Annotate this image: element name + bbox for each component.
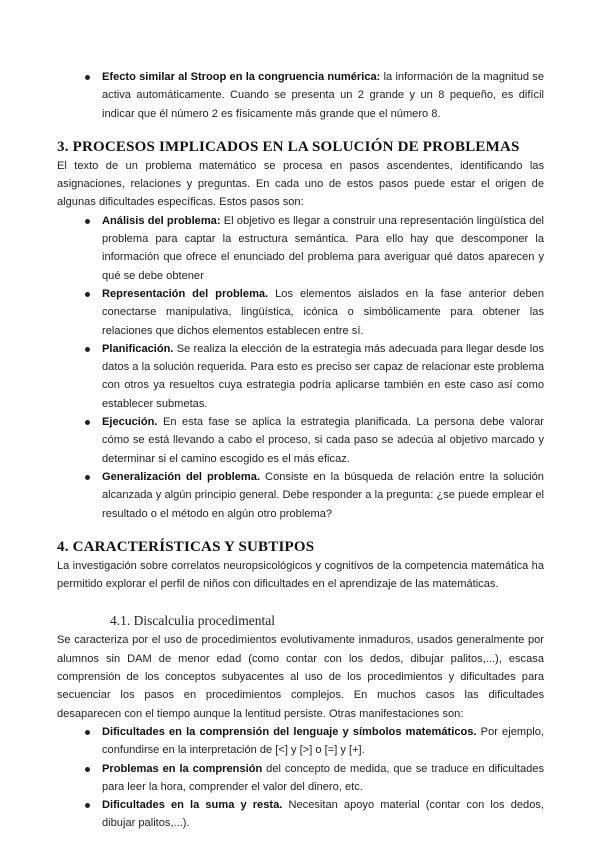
section-3-intro: El texto de un problema matemático se procesa en pasos ascendentes, identificando las asignaciones, relaciones y preguntas. En cada uno de estos pasos puede estar el origen de algunas dificultades específicas. Estos pasos son: xyxy=(57,159,544,209)
list-item: Planificación. Se realiza la elección de la estrategia más adecuada para llegar desde los datos a la solución requerida. Para esto es preciso ser capaz de relacionar este problema con otros ya resueltos cuya estrategia podría aplicarse también en este caso así como establecer submetas. xyxy=(57,340,544,413)
bullet-icon xyxy=(85,292,90,297)
list-item: Análisis del problema: El objetivo es llegar a construir una representación lingüística del problema para captar la estructura semántica. Para ello hay que descomponer la información que ofrece el enunciado del problema para averiguar qué datos aparecen y qué se debe obtener xyxy=(57,212,544,285)
section-3-body xyxy=(57,157,544,523)
bullet-icon xyxy=(85,767,90,772)
list-item: Dificultades en la comprensión del lenguaje y símbolos matemáticos. Por ejemplo, confundirse en la interpretación de [<] y [>] o [=] y [+]. xyxy=(57,723,544,760)
bullet-icon xyxy=(85,347,90,352)
section-3-bullet-list xyxy=(57,212,544,523)
list-item: Efecto similar al Stroop en la congruencia numérica: la información de la magnitud se activa automáticamente. Cuando se presenta un 2 grande y un 8 pequeño, es difícil indicar que él número 2 es físicamente más grande que el número 8. xyxy=(57,68,544,123)
subsection-4-1-heading: 4.1. Discalculia procedimental xyxy=(110,613,275,629)
list-item: Dificultades en la suma y resta. Necesitan apoyo material (contar con los dedos, dibujar palitos,...). xyxy=(57,796,544,833)
list-item: Ejecución. En esta fase se aplica la estrategia planificada. La persona debe valorar cómo se está llevando a cabo el proceso, si cada paso se adecúa al objetivo marcado y determinar si el camino escogido es el más eficaz. xyxy=(57,413,544,468)
subsection-4-1-bullet-list xyxy=(57,723,544,833)
section-4-intro: La investigación sobre correlatos neuropsicológicos y cognitivos de la competencia matemática ha permitido explorar el perfil de niños con dificultades en el aprendizaje de las matemáticas. xyxy=(57,559,544,591)
list-item: Problemas en la comprensión del concepto de medida, que se traduce en dificultades para leer la hora, comprender el valor del dinero, etc. xyxy=(57,760,544,797)
subsection-4-1-body: Se caracteriza por el uso de procedimientos evolutivamente inmaduros, usados generalmente por alumnos sin DAM de menor edad (como contar con los dedos, dibujar palitos,...), escasa comprensión de los conceptos subyacentes al uso de los procedimientos y dificultades para secuenciar los pasos en procedimientos complejos. En muchos casos las dificultades desaparecen con el tiempo aunque la lentitud persiste. Otras manifestaciones son: Dificultades en la comprensión del lenguaje y símbolos matemáticos. Por ejemplo, confundirse en la interpretación de [<] y [>] o [=] y [+]. Problemas en la comprensión del concepto de medida, que se traduce en dificultades para leer la hora, comprender el valor del dinero, etc. Dificultades en la suma y resta. Necesitan apoyo material (contar con los dedos, dibujar palitos,...). xyxy=(57,631,544,832)
bullet-icon xyxy=(85,75,90,80)
bullet-icon xyxy=(85,803,90,808)
bullet-icon xyxy=(85,475,90,480)
bullet-icon xyxy=(85,219,90,224)
bullet-icon xyxy=(85,730,90,735)
bullet-icon xyxy=(85,420,90,425)
section-4-heading: 4. CARACTERÍSTICAS Y SUBTIPOS xyxy=(57,538,315,555)
list-item: Representación del problema. Los elementos aislados en la fase anterior deben conectarse manipulativa, lingüística, icónica o simbólicamente para obtener las relaciones que dichos elementos establecen entre sí. xyxy=(57,285,544,340)
list-item: Generalización del problema. Consiste en la búsqueda de relación entre la solución alcanzada y algún principio general. Debe responder a la pregunta: ¿se puede emplear el resultado o el método en algún otro problema? xyxy=(57,468,544,523)
top-bullet-list xyxy=(57,68,544,123)
section-3-heading: 3. PROCESOS IMPLICADOS EN LA SOLUCIÓN DE PROBLEMAS xyxy=(57,138,520,155)
